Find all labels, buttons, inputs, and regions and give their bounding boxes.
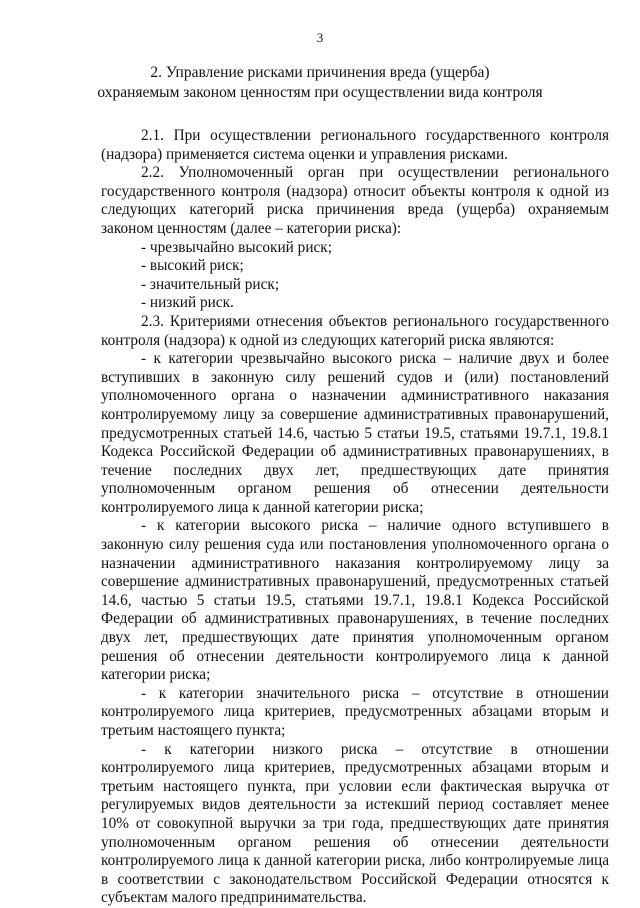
risk-category-item: - высокий риск;	[141, 257, 244, 275]
paragraph-2-1: 2.1. При осуществлении регионального государственного контроля (надзора) применяется система оценки и управления рисками.	[101, 127, 609, 163]
section-heading-line-1: 2. Управление рисками причинения вреда (ущерба)	[150, 64, 490, 81]
page-number: 3	[316, 30, 324, 45]
criterion-significant-risk: - к категории значительного риска – отсутствие в отношении контролируемого лица критериев, предусмотренных абзацами вторым и третьим настоящего пункта;	[101, 684, 609, 739]
section-heading-line-2: охраняемым законом ценностям при осуществлении вида контроля	[97, 84, 543, 101]
paragraph-2-2: 2.2. Уполномоченный орган при осуществлении регионального государственного контроля (надзора) относит объекты контроля к одной из следующих категорий риска причинения вреда (ущерба) охраняемым законом ценностям (далее – категории риска):	[101, 164, 609, 237]
section-body	[101, 127, 609, 908]
paragraph-2-3: 2.3. Критериями отнесения объектов регионального государственного контроля (надзора) к одной из следующих категорий риска являются:	[101, 312, 609, 349]
criterion-low-risk: - к категории низкого риска – отсутствие в отношении контролируемого лица критериев, предусмотренных абзацами вторым и третьим настоящего пункта, при условии если фактическая выручка от регулируемых видов деятельности за истекший период составляет менее 10% от совокупной выручки за три года, предшествующих дате принятия уполномоченным органом решения об отнесении деятельности контролируемого лица к данной категории риска, либо контролируемые лица в соответствии с законодательством Российской Федерации относятся к субъектам малого предпринимательства.	[101, 740, 609, 907]
risk-category-item: - значительный риск;	[141, 275, 280, 293]
criterion-high-risk: - к категории высокого риска – наличие одного вступившего в законную силу решения суда или постановления уполномоченного органа о назначении административного наказания контролируемому лицу за совершение административных правонарушений, предусмотренных статьей 14.6, частью 5 статьи 19.5, статьями 19.7.1, 19.8.1 Кодекса Российской Федерации об административных правонарушениях, в течение последних двух лет, предшествующих дате принятия уполномоченным органом решения об отнесении деятельности контролируемого лица к данной категории риска;	[101, 517, 609, 684]
section-heading	[0, 63, 640, 103]
criterion-extremely-high-risk: - к категории чрезвычайно высокого риска – наличие двух и более вступивших в законную силу решений судов и (или) постановлений уполномоченного органа о назначении административного наказания контролируемому лицу за совершение административных правонарушений, предусмотренных статьей 14.6, частью 5 статьи 19.5, статьями 19.7.1, 19.8.1 Кодекса Российской Федерации об административных правонарушениях, в течение последних двух лет, предшествующих дате принятия уполномоченным органом решения об отнесении деятельности контролируемого лица к данной категории риска;	[101, 350, 609, 516]
risk-category-item: - чрезвычайно высокий риск;	[141, 238, 332, 256]
risk-category-item: - низкий риск.	[141, 294, 234, 312]
